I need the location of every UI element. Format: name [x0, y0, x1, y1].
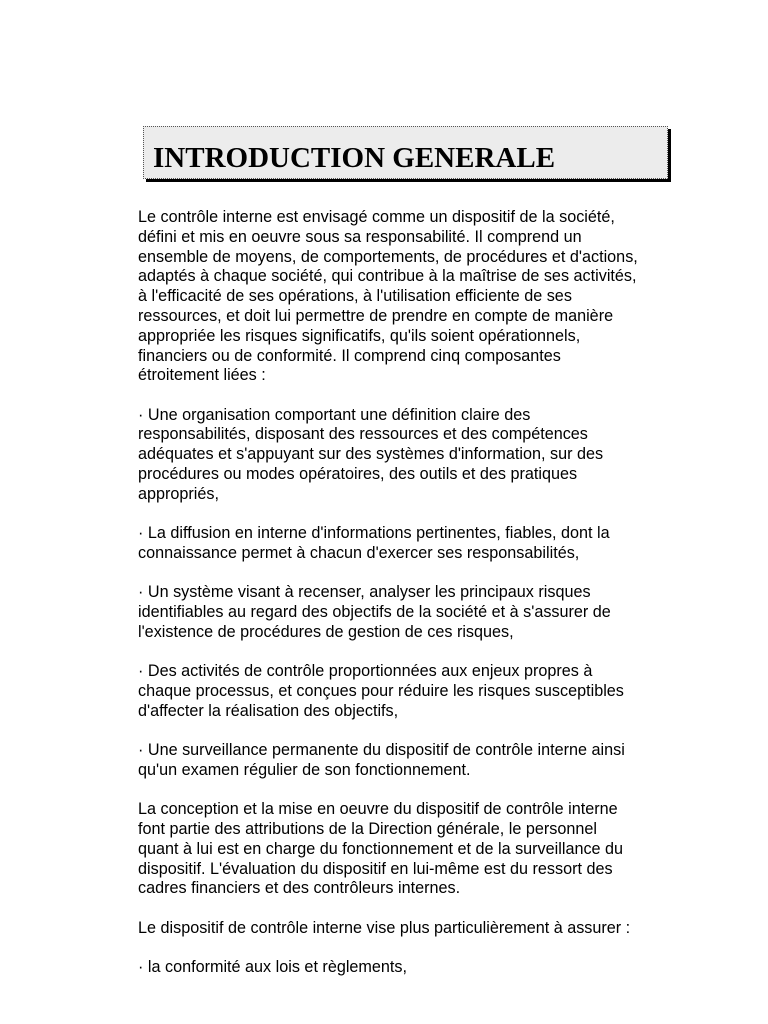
document-body	[138, 208, 678, 997]
intro-paragraph: Le contrôle interne est envisagé comme un dispositif de la société, défini et mis en oeuvre sous sa responsabilité. Il comprend un ensemble de moyens, de comportements, de procédures et d'actions, adaptés à chaque société, qui contribue à la maîtrise de ses activités, à l'efficacité de ses opérations, à l'utilisation efficiente de ses ressources, et doit lui permettre de prendre en compte de manière appropriée les risques significatifs, qu'ils soient opérationnels, financiers ou de conformité. Il comprend cinq composantes étroitement liées :	[138, 208, 638, 385]
bullet-diffusion: · La diffusion en interne d'informations pertinentes, fiables, dont la connaissance permet à chacun d'exercer ses responsabilités,	[138, 524, 610, 562]
objectives-intro-paragraph: Le dispositif de contrôle interne vise plus particulièrement à assurer :	[138, 918, 631, 937]
bullet-activites-controle: · Des activités de contrôle proportionnées aux enjeux propres à chaque processus, et conçues pour réduire les risques susceptibles d'affecter la réalisation des objectifs,	[138, 662, 624, 720]
bullet-organisation: · Une organisation comportant une définition claire des responsabilités, disposant des ressources et des compétences adéquates et s'appuyant sur des systèmes d'information, sur des procédures ou modes opératoires, des outils et des pratiques appropriés,	[138, 405, 604, 503]
bullet-surveillance: · Une surveillance permanente du dispositif de contrôle interne ainsi qu'un examen régulier de son fonctionnement.	[138, 741, 625, 779]
bullet-conformite: · la conformité aux lois et règlements,	[138, 957, 408, 976]
conception-paragraph: La conception et la mise en oeuvre du dispositif de contrôle interne font partie des attributions de la Direction générale, le personnel quant à lui est en charge du fonctionnement et de la surveillance du dispositif. L'évaluation du dispositif en lui-même est du ressort des cadres financiers et des contrôleurs internes.	[138, 800, 624, 898]
bullet-systeme-risques: · Un système visant à recenser, analyser les principaux risques identifiables au regard des objectifs de la société et à s'assurer de l'existence de procédures de gestion de ces risques,	[138, 583, 611, 641]
title-box	[143, 126, 668, 179]
document-title: INTRODUCTION GENERALE	[153, 142, 556, 174]
